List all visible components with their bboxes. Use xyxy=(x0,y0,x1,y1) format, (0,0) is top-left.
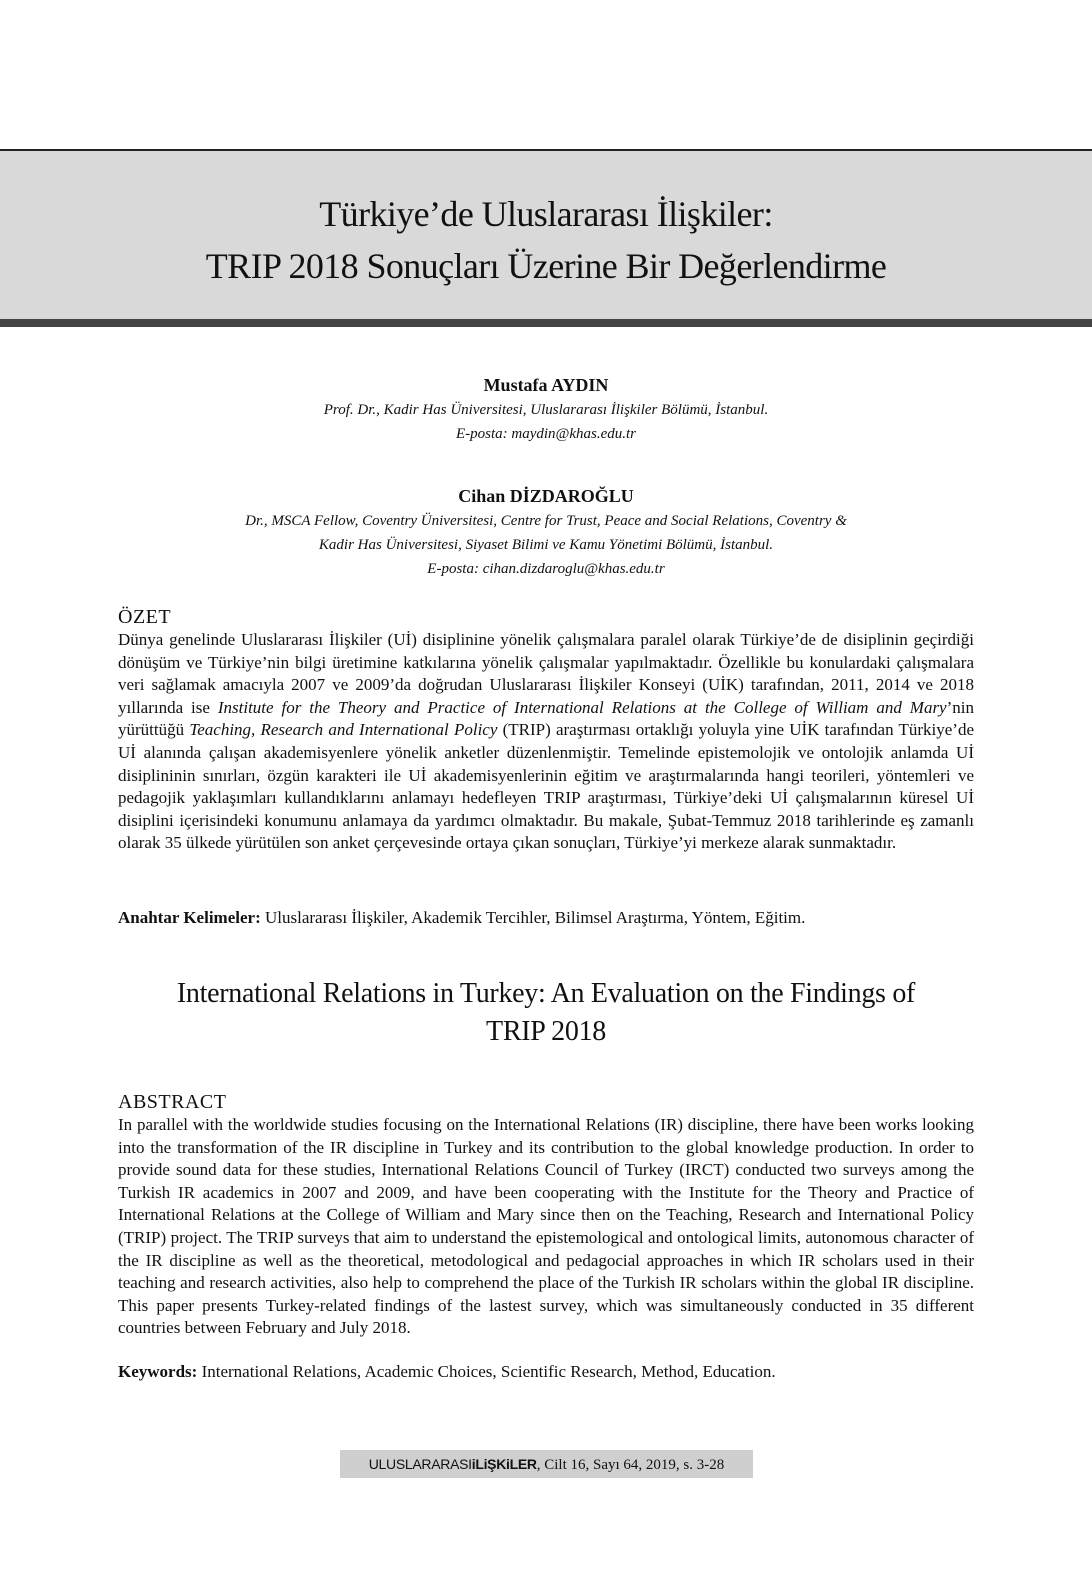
journal-name-light: ULUSLARARASI xyxy=(368,1456,472,1472)
ozet-keywords-text: Uluslararası İlişkiler, Akademik Tercihler, Bilimsel Araştırma, Yöntem, Eğitim. xyxy=(260,908,806,927)
ozet-keywords xyxy=(118,907,974,929)
ozet-text-2: ’nin yürüttüğü xyxy=(118,697,974,740)
english-title-line-2: TRIP 2018 xyxy=(486,1016,606,1047)
author-email: E-posta: cihan.dizdaroglu@khas.edu.tr xyxy=(427,561,665,577)
journal-citation: , Cilt 16, Sayı 64, 2019, s. 3-28 xyxy=(536,1457,725,1473)
author-email: E-posta: maydin@khas.edu.tr xyxy=(455,426,637,442)
abstract-paragraph: In parallel with the worldwide studies focusing on the International Relations (IR) discipline, there have been works looking into the transformation of the IR discipline in Turkey and its contribution to the global knowledge production. In order to provide sound data for these studies, International Relations Council of Turkey (IRCT) conducted two surveys among the Turkish IR academics in 2007 and 2009, and have been cooperating with the Institute for the Theory and Practice of International Relations at the College of William and Mary since then on the Teaching, Research and International Policy (TRIP) project. The TRIP surveys that aim to understand the epistemological and ontological limits, autonomous character of the IR discipline as well as the theoretical, metodological and pedagocial approaches in which IR scholars used in their teaching and research activities, also help to comprehend the place of the Turkish IR scholars within the global IR discipline. This paper presents Turkey-related findings of the lastest survey, which was simultaneously conducted in 35 different countries between February and July 2018. xyxy=(118,1115,974,1338)
abstract-keywords-label: Keywords: xyxy=(118,1362,198,1381)
ozet-paragraph xyxy=(118,629,974,855)
ozet-text-1: Dünya genelinde Uluslararası İlişkiler (Uİ) disiplinine yönelik çalışmalara paralel olarak Türkiye’de de disiplinin geçirdiği dönüşüm ve Türkiye’nin bilgi üretimine katkılarına yönelik çalışmalar yapılmaktadır. Özellikle bu konulardaki çalışmalara veri sağlamak amacıyla 2007 ve 2009’da doğrudan Uluslararası İlişkiler Konseyi (UİK) tarafından, 2011, 2014 ve 2018 yıllarında ise xyxy=(118,630,974,717)
abstract-heading: ABSTRACT xyxy=(118,1091,227,1113)
ozet-text-3: (TRIP) araştırması ortaklığı yoluyla yine UİK tarafından Türkiye’de Uİ alanında çalışan akademisyenlere yönelik anketler düzenlenmiştir. Temelinde epistemolojik ve ontolojik anlamda Uİ disiplininin sınırları, özgün karakteri ile Uİ akademisyenlerinin eğitim ve araştırmalarında hangi teorileri, yöntemleri ve pedagojik yaklaşımları kullandıklarını anlamayı hedefleyen TRIP araştırması, Türkiye’deki Uİ çalışmalarının küresel Uİ disiplini içerisindeki konumunu anlamaya da yardımcı olmaktadır. Bu makale, Şubat-Temmuz 2018 tarihlerinde eş zamanlı olarak 35 ülkede yürütülen son anket çerçevesinde ortaya çıkan sonuçları, Türkiye’yi merkeze alarak sunmaktadır. xyxy=(118,720,975,853)
author-affiliation-line-2: Kadir Has Üniversitesi, Siyaset Bilimi ve Kamu Yönetimi Bölümü, İstanbul. xyxy=(318,537,774,553)
author-2 xyxy=(0,483,1092,581)
author-affiliation-line-1: Dr., MSCA Fellow, Coventry Üniversitesi, Centre for Trust, Peace and Social Relations, Coventry & xyxy=(245,513,847,529)
ozet-italic-institute: Institute for the Theory and Practice of International Relations at the College of William and Mary xyxy=(217,697,947,717)
author-affiliation: Prof. Dr., Kadir Has Üniversitesi, Uluslararası İlişkiler Bölümü, İstanbul. xyxy=(323,402,769,418)
turkish-title-line-1: Türkiye’de Uluslararası İlişkiler: xyxy=(319,194,773,234)
author-1 xyxy=(0,372,1092,446)
abstract-keywords-text: International Relations, Academic Choices, Scientific Research, Method, Education. xyxy=(197,1362,776,1381)
abstract-keywords xyxy=(118,1361,974,1383)
turkish-title xyxy=(0,188,1092,292)
ozet-keywords-label: Anahtar Kelimeler: xyxy=(118,908,261,927)
ozet-heading: ÖZET xyxy=(118,606,172,628)
english-title xyxy=(0,975,1092,1051)
journal-footer xyxy=(340,1450,753,1478)
author-name: Cihan DİZDAROĞLU xyxy=(458,486,634,506)
turkish-title-line-2: TRIP 2018 Sonuçları Üzerine Bir Değerlendirme xyxy=(205,246,887,286)
ozet-italic-trip: Teaching, Research and International Policy xyxy=(189,720,498,740)
author-name: Mustafa AYDIN xyxy=(483,375,609,395)
english-title-line-1: International Relations in Turkey: An Evaluation on the Findings of xyxy=(176,978,916,1009)
journal-name-bold: iLiŞKiLER xyxy=(471,1456,537,1472)
